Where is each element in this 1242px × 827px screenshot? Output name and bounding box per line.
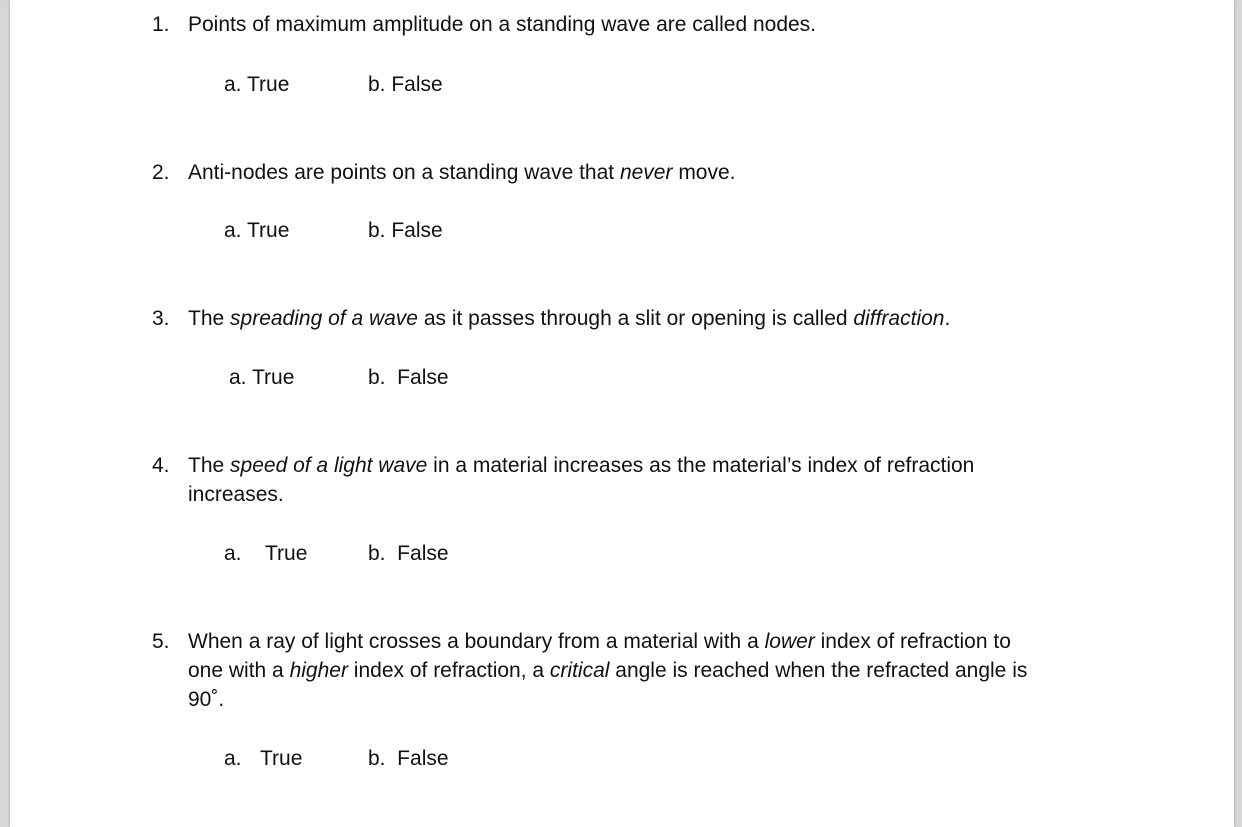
option-false[interactable]: b. False bbox=[368, 73, 443, 96]
option-true[interactable]: a. True bbox=[224, 219, 290, 242]
text-segment: Anti-nodes are points on a standing wave that bbox=[188, 161, 620, 184]
question-text bbox=[188, 158, 1088, 187]
text-segment: The bbox=[188, 454, 231, 477]
question-text: Points of maximum amplitude on a standing wave are called nodes. bbox=[188, 13, 817, 36]
option-false[interactable]: b. False bbox=[368, 747, 449, 770]
emphasis-text: diffraction bbox=[853, 307, 945, 330]
emphasis-text: critical bbox=[549, 659, 610, 682]
option-true[interactable]: True bbox=[260, 747, 303, 770]
question-number: 1. bbox=[152, 13, 170, 36]
document-page bbox=[10, 0, 1234, 827]
emphasis-text: lower bbox=[764, 630, 815, 653]
option-false[interactable]: b. False bbox=[368, 219, 443, 242]
emphasis-text: spreading of a wave bbox=[230, 307, 418, 330]
emphasis-text: speed of a light wave bbox=[230, 454, 428, 477]
question-text bbox=[188, 627, 1088, 714]
text-segment: . bbox=[944, 307, 951, 330]
text-segment: one with a bbox=[188, 659, 290, 682]
question-text bbox=[188, 451, 1088, 509]
question-5 bbox=[152, 627, 1102, 717]
text-segment: When a ray of light crosses a boundary from a material with a bbox=[188, 630, 765, 653]
emphasis-text: never bbox=[619, 161, 673, 184]
text-segment: The bbox=[188, 307, 231, 330]
text-segment: angle is reached when the refracted angle is bbox=[609, 659, 1028, 682]
question-text bbox=[188, 304, 1088, 333]
question-number: 2. bbox=[152, 161, 170, 184]
option-true-letter[interactable]: a. bbox=[224, 542, 242, 565]
text-segment: in a material increases as the material’s index of refraction bbox=[427, 454, 975, 477]
text-segment: index of refraction to bbox=[814, 630, 1011, 653]
question-number: 5. bbox=[152, 630, 170, 653]
text-segment: increases. bbox=[188, 483, 284, 506]
question-number: 4. bbox=[152, 454, 170, 477]
option-true[interactable]: True bbox=[265, 542, 308, 565]
option-false[interactable]: b. False bbox=[368, 542, 449, 565]
question-4 bbox=[152, 451, 1102, 511]
question-number: 3. bbox=[152, 307, 170, 330]
text-segment: 90˚. bbox=[188, 688, 225, 711]
text-segment: as it passes through a slit or opening is called bbox=[418, 307, 854, 330]
emphasis-text: higher bbox=[289, 659, 348, 682]
option-true[interactable]: a. True bbox=[229, 366, 295, 389]
option-true-letter[interactable]: a. bbox=[224, 747, 242, 770]
text-segment: move. bbox=[672, 161, 736, 184]
option-true[interactable]: a. True bbox=[224, 73, 290, 96]
option-false[interactable]: b. False bbox=[368, 366, 449, 389]
text-segment: index of refraction, a bbox=[347, 659, 550, 682]
